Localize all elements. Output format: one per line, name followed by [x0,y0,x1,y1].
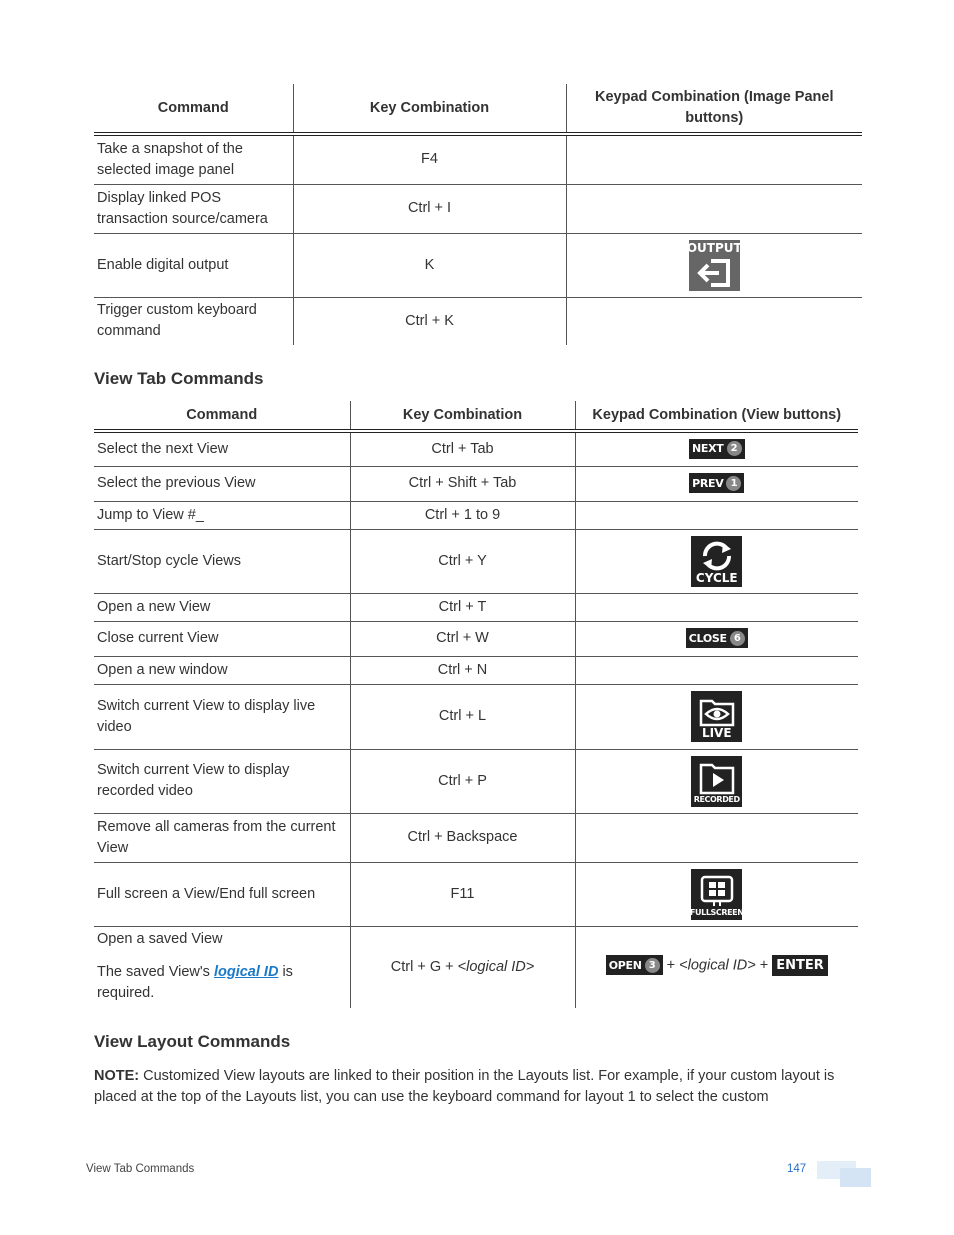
table-row [94,134,862,184]
command-cell: Select the next View [97,440,229,457]
plus-sign: + [662,956,680,973]
footer-section-title: View Tab Commands [86,1163,195,1175]
key-cell: F11 [350,862,575,926]
footer-decoration [840,1168,871,1187]
recorded-button-icon [691,756,742,807]
pad-logical-id: <logical ID> [679,956,756,973]
note-label: NOTE: [94,1068,140,1084]
key-cell: Ctrl + Backspace [350,813,575,862]
command-note [97,962,350,1004]
prev-label: PREV [692,476,724,490]
command-cell [94,926,350,1008]
live-button-icon [691,691,742,742]
next-number: 2 [727,441,742,456]
key-cell: Ctrl + K [293,297,566,345]
keypad-cell [575,862,858,926]
output-label: OUTPUT [686,240,742,255]
keypad-cell [575,501,858,529]
eye-folder-icon [698,697,736,727]
table-row [94,529,858,593]
table-row [94,621,858,656]
column-header-keypad-combination: Keypad Combination (Image Panel buttons) [566,84,862,134]
table-row [94,862,858,926]
table-row [94,593,858,621]
table-row [94,233,862,297]
keypad-cell [575,684,858,749]
command-cell: Take a snapshot of the selected image panel [97,140,243,178]
keypad-cell [575,749,858,813]
keypad-cell [566,134,862,184]
column-header-command: Command [186,406,258,423]
keypad-cell [575,529,858,593]
command-cell: Open a new window [97,661,228,678]
cycle-button-icon [691,536,742,587]
column-header-key-combination: Key Combination [350,401,575,431]
table-header-row [94,401,858,431]
image-panel-commands-table [94,84,862,345]
keypad-cell [575,466,858,501]
table-row [94,749,858,813]
open-button-icon [606,955,663,975]
key-cell: Ctrl + I [293,184,566,233]
command-cell: Switch current View to display recorded video [97,762,290,799]
key-cell: K [293,233,566,297]
section-heading-view-tab: View Tab Commands [94,369,264,388]
table-row [94,466,858,501]
table-row [94,684,858,749]
note-paragraph [94,1066,864,1108]
table-row [94,926,858,1008]
section-heading-view-layout: View Layout Commands [94,1032,291,1051]
keypad-cell [566,184,862,233]
keypad-cell [566,233,862,297]
exit-arrow-icon [695,258,733,288]
view-tab-commands-table [94,401,858,1008]
keypad-cell [575,926,858,1008]
command-cell: Open a new View [97,598,211,615]
cycle-label: CYCLE [695,570,738,585]
open-label: OPEN [608,958,642,972]
key-cell: Ctrl + Shift + Tab [350,466,575,501]
key-cell: Ctrl + P [350,749,575,813]
column-header-command: Command [157,99,229,116]
plus-sign: + [755,956,773,973]
live-label: LIVE [701,726,732,740]
keypad-cell [575,431,858,466]
key-cell: Ctrl + N [350,656,575,684]
key-cell: Ctrl + T [350,593,575,621]
page-number: 147 [787,1163,807,1175]
command-cell: Remove all cameras from the current View [97,818,336,856]
close-label: CLOSE [688,631,727,645]
recorded-label: RECORDED [693,794,740,804]
cycle-arrows-icon [699,540,735,572]
table-header-row [94,84,862,134]
command-cell: Start/Stop cycle Views [97,552,241,569]
output-button-icon [686,240,742,291]
keypad-cell [575,593,858,621]
command-cell: Full screen a View/End full screen [97,885,316,902]
note-suffix: is required. [97,963,293,1001]
note-prefix: The saved View's [97,963,210,980]
table-row [94,501,858,529]
keypad-cell [575,813,858,862]
keypad-cell [575,621,858,656]
column-header-keypad-combination: Keypad Combination (View buttons) [575,401,858,431]
key-cell: Ctrl + W [350,621,575,656]
keypad-cell [566,297,862,345]
next-label: NEXT [691,442,724,456]
logical-id-link[interactable]: logical ID [213,963,279,980]
fullscreen-button-icon [691,869,742,920]
command-text: Open a saved View [97,930,223,947]
table-row [94,297,862,345]
enter-button-icon: ENTER [772,955,828,976]
command-cell: Jump to View #_ [97,506,204,523]
command-cell: Close current View [97,630,219,646]
open-number: 3 [645,958,660,973]
key-cell [350,926,575,1008]
fullscreen-label: FULLSCREEN [689,907,744,917]
command-cell: Display linked POS transaction source/camera [97,189,268,227]
key-cell: Ctrl + Tab [350,431,575,466]
close-number: 6 [730,631,745,646]
command-cell: Select the previous View [97,475,256,491]
monitor-icon [698,874,736,908]
table-row [94,656,858,684]
command-cell: Enable digital output [97,256,229,273]
close-button-icon [686,628,748,648]
key-cell: F4 [293,134,566,184]
note-text: Customized View layouts are linked to their position in the Layouts list. For example, if your custom layout is placed at the top of the Layouts list, you can use the keyboard command for layout 1 to select the custom [94,1068,835,1105]
prev-button-icon [689,473,744,493]
keypad-cell [575,656,858,684]
column-header-key-combination: Key Combination [293,84,566,134]
command-cell: Switch current View to display live video [97,697,316,735]
key-logical-id: <logical ID> [457,958,535,975]
next-button-icon [689,439,745,459]
key-cell: Ctrl + Y [350,529,575,593]
play-folder-icon [698,761,736,795]
prev-number: 1 [726,476,741,491]
key-cell: Ctrl + 1 to 9 [350,501,575,529]
table-row [94,813,858,862]
command-cell: Trigger custom keyboard command [97,302,257,340]
key-prefix: Ctrl + G + [390,958,458,975]
table-row [94,184,862,233]
table-row [94,431,858,466]
key-cell: Ctrl + L [350,684,575,749]
